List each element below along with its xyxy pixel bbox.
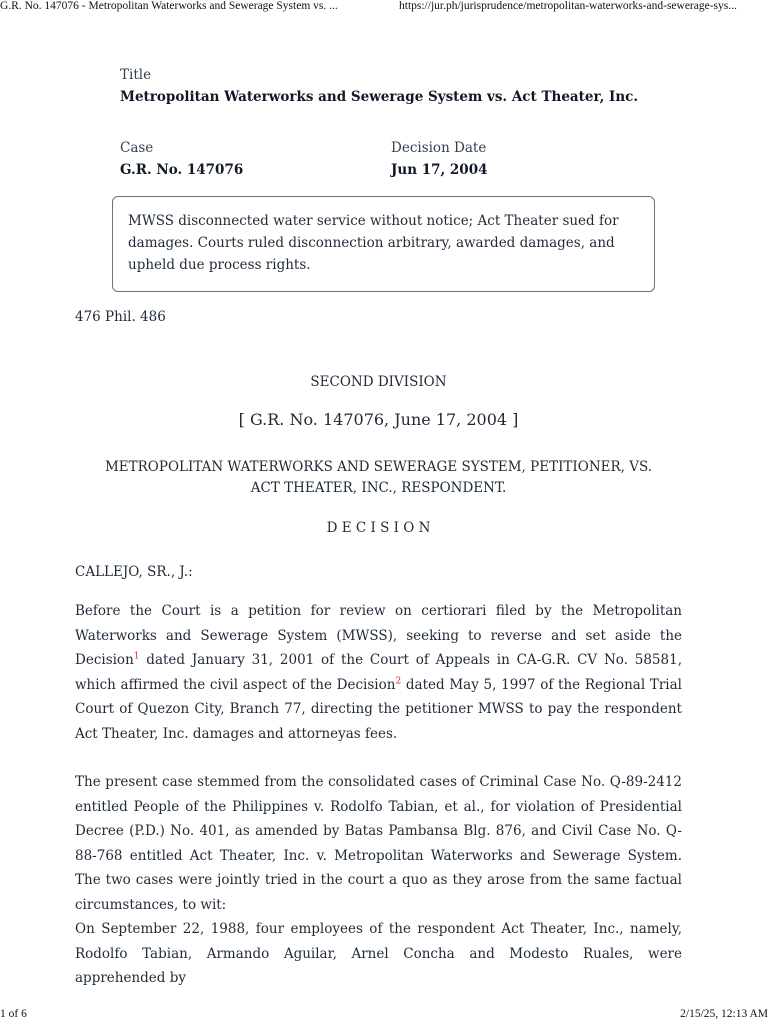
- case-title: Metropolitan Waterworks and Sewerage System vs. Act Theater, Inc.: [120, 89, 639, 105]
- print-url: https://jur.ph/jurisprudence/metropolitan-waterworks-and-sewerage-sys...: [399, 0, 737, 12]
- footnote-ref-1[interactable]: 1: [133, 651, 140, 662]
- paragraph-1-part-2: dated January 31, 2001 of the Court of Appeals in CA-G.R. CV No. 58581, which affirmed the civil aspect of the Decision: [75, 652, 682, 693]
- case-summary: MWSS disconnected water service without notice; Act Theater sued for damages. Courts ruled disconnection arbitrary, awarded damages, and upheld due process rights.: [128, 213, 619, 273]
- paragraph-2: The present case stemmed from the consolidated cases of Criminal Case No. Q-89-2412 entitled People of the Philippines v. Rodolfo Tabian, et al., for violation of Presidential Decree (P.D.) No. 401, as amended by Batas Pambansa Blg. 876, and Civil Case No. Q-88-768 entitled Act Theater, Inc. v. Metropolitan Waterworks and Sewerage System. The two cases were jointly tried in the court a quo as they arose from the same factual circumstances, to wit:: [75, 774, 682, 913]
- case-summary-box: [112, 196, 655, 292]
- paragraph-3: On September 22, 1988, four employees of the respondent Act Theater, Inc., namely, Rodolfo Tabian, Armando Aguilar, Arnel Concha and Modesto Ruales, were apprehended by: [75, 921, 682, 986]
- printed-timestamp: 2/15/25, 12:13 AM: [680, 1008, 768, 1020]
- case-number: G.R. No. 147076: [120, 162, 244, 178]
- decision-date: Jun 17, 2004: [391, 162, 488, 178]
- parties-heading: METROPOLITAN WATERWORKS AND SEWERAGE SYSTEM, PETITIONER, VS. ACT THEATER, INC., RESPONDENT.: [104, 459, 653, 496]
- decision-date-label: Decision Date: [391, 140, 487, 156]
- paragraph-1: [75, 599, 682, 746]
- print-page-title: G.R. No. 147076 - Metropolitan Waterworks and Sewerage System vs. ...: [0, 0, 338, 12]
- footnote-ref-2[interactable]: 2: [395, 676, 402, 686]
- paragraph-1-part-3: dated May 5, 1997 of the Regional Trial Court of Quezon City, Branch 77, directing the petitioner MWSS to pay the respondent Act Theater, Inc. damages and attorneyas fees.: [75, 676, 682, 742]
- phil-citation: 476 Phil. 486: [75, 309, 166, 325]
- docket-heading: [ G.R. No. 147076, June 17, 2004 ]: [238, 410, 519, 429]
- case-label: Case: [120, 140, 154, 156]
- page-count: 1 of 6: [0, 1008, 27, 1020]
- print-header: [0, 0, 768, 14]
- decision-heading: D E C I S I O N: [326, 520, 431, 536]
- ponente: CALLEJO, SR., J.:: [75, 564, 193, 580]
- paragraph-1-part-1: Before the Court is a petition for review on certiorari filed by the Metropolitan Waterworks and Sewerage System (MWSS), seeking to reverse and set aside the Decision: [75, 603, 682, 668]
- title-label: Title: [120, 67, 152, 83]
- division-heading: SECOND DIVISION: [310, 374, 447, 390]
- print-footer: [0, 1008, 768, 1022]
